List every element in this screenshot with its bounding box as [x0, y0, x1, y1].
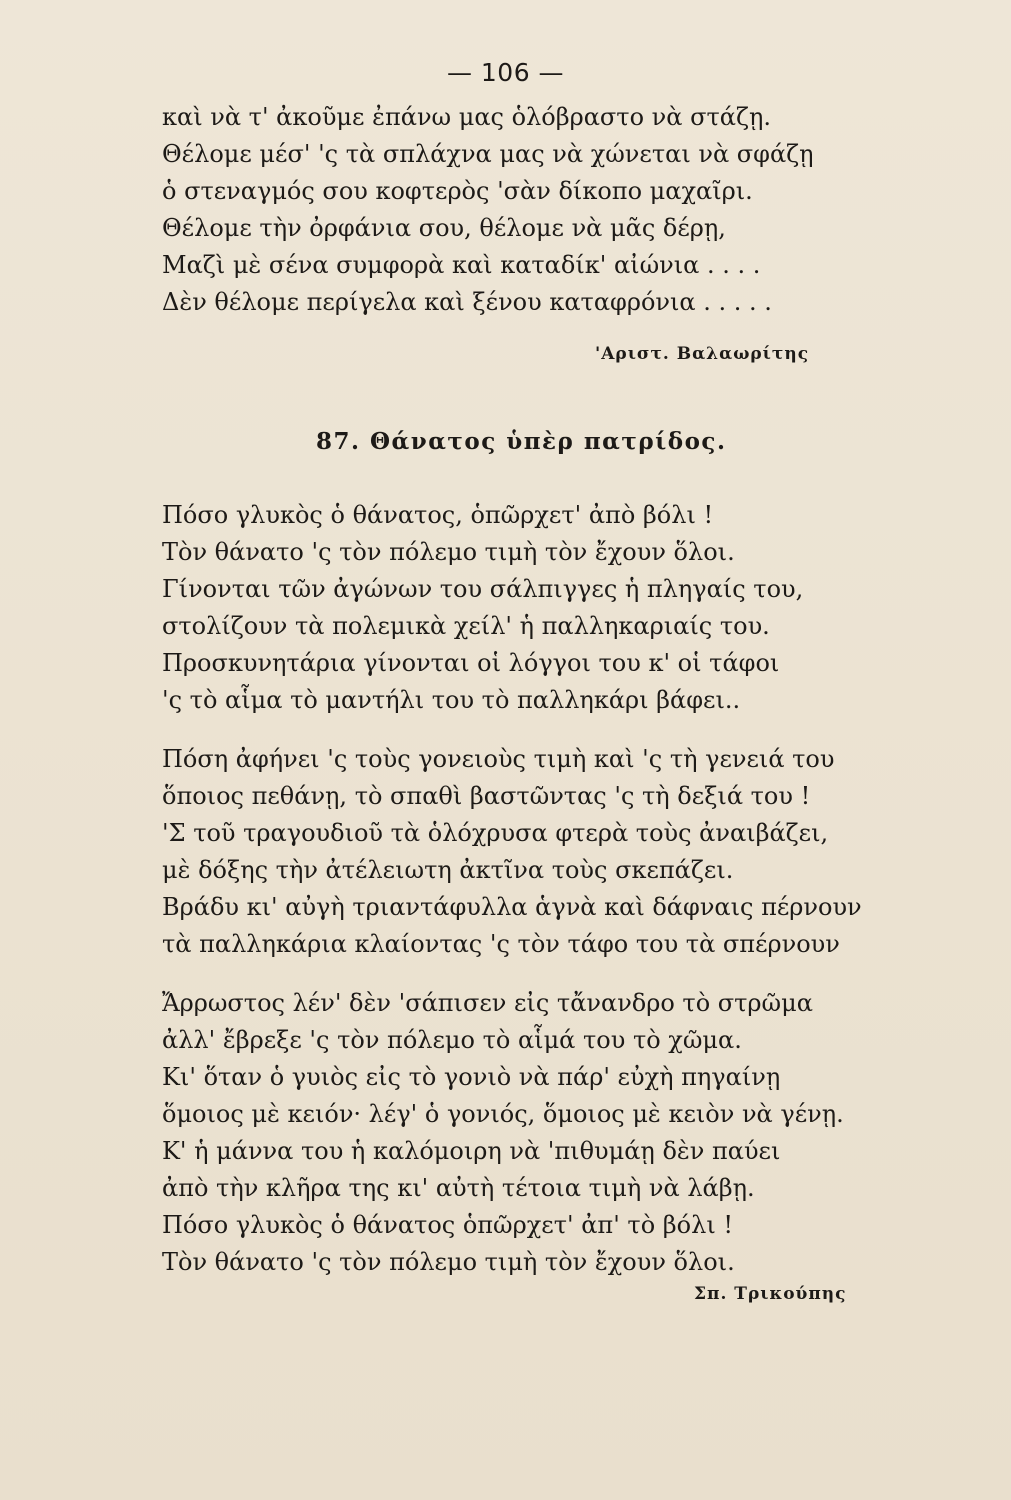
page-number: — 106 —: [446, 58, 565, 87]
poem2-stanza1-line-1: Πόσο γλυκὸς ὁ θάνατος, ὁπῶρχετ' ἀπὸ βόλι !: [162, 501, 714, 529]
poem2-stanza1-line-3: Γίνονται τῶν ἀγώνων του σάλπιγγες ἡ πληγαίς του,: [162, 575, 804, 603]
poem2-stanza2-line-1: Πόση ἀφήνει 'ς τοὺς γονειοὺς τιμὴ καὶ 'ς τὴ γενειά του: [162, 745, 835, 773]
poem1-line-6: Δὲν θέλομε περίγελα καὶ ξένου καταφρόνια . . . . .: [162, 288, 772, 316]
poem2-stanza1-line-6: 'ς τὸ αἷμα τὸ μαντήλι του τὸ παλληκάρι βάφει..: [162, 686, 741, 714]
poem2-title: 87. Θάνατος ὑπὲρ πατρίδος.: [316, 428, 727, 455]
poem2-stanza3-line-7: Πόσο γλυκὸς ὁ θάνατος ὁπῶρχετ' ἀπ' τὸ βόλι !: [162, 1211, 733, 1239]
poem1-line-2: Θέλομε μέσ' 'ς τὰ σπλάχνα μας νὰ χώνεται νὰ σφάζῃ: [162, 140, 814, 168]
poem2-stanza1-line-2: Τὸν θάνατο 'ς τὸν πόλεμο τιμὴ τὸν ἔχουν ὅλοι.: [162, 538, 735, 566]
poem1-author: 'Αριστ. Βαλαωρίτης: [595, 344, 810, 364]
poem2-stanza3-line-4: ὅμοιος μὲ κειόν· λέγ' ὁ γονιός, ὅμοιος μὲ κειὸν νὰ γένῃ.: [162, 1100, 844, 1128]
poem1-line-1: καὶ νὰ τ' ἀκοῦμε ἐπάνω μας ὁλόβραστο νὰ στάζῃ.: [162, 103, 771, 131]
poem2-stanza3-line-5: Κ' ἡ μάννα του ἡ καλόμοιρη νὰ 'πιθυμάῃ δὲν παύει: [162, 1137, 781, 1165]
poem2-stanza2-line-6: τὰ παλληκάρια κλαίοντας 'ς τὸν τάφο του τὰ σπέρνουν: [162, 930, 840, 958]
poem2-author: Σπ. Τρικούπης: [694, 1284, 847, 1304]
poem2-stanza3-line-3: Κι' ὅταν ὁ γυιὸς εἰς τὸ γονιὸ νὰ πάρ' εὐχὴ πηγαίνῃ: [162, 1063, 781, 1091]
poem1-line-4: Θέλομε τὴν ὀρφάνια σου, θέλομε νὰ μᾶς δέρῃ,: [162, 214, 726, 242]
poem2-stanza2-line-5: Βράδυ κι' αὐγὴ τριαντάφυλλα ἁγνὰ καὶ δάφναις πέρνουν: [162, 893, 862, 921]
poem2-stanza2-line-3: 'Σ τοῦ τραγουδιοῦ τὰ ὁλόχρυσα φτερὰ τοὺς ἀναιβάζει,: [162, 819, 829, 847]
poem2-stanza3-line-2: ἀλλ' ἔβρεξε 'ς τὸν πόλεμο τὸ αἷμά του τὸ χῶμα.: [162, 1026, 742, 1054]
poem1-line-5: Μαζὶ μὲ σένα συμφορὰ καὶ καταδίκ' αἰώνια . . . .: [162, 251, 761, 279]
poem2-stanza1-line-4: στολίζουν τὰ πολεμικὰ χείλ' ἡ παλληκαριαίς του.: [162, 612, 770, 640]
poem2-stanza1-line-5: Προσκυνητάρια γίνονται οἱ λόγγοι του κ' οἱ τάφοι: [162, 649, 780, 677]
poem2-stanza3-line-8: Τὸν θάνατο 'ς τὸν πόλεμο τιμὴ τὸν ἔχουν ὅλοι.: [162, 1248, 735, 1276]
poem2-stanza2-line-2: ὅποιος πεθάνῃ, τὸ σπαθὶ βαστῶντας 'ς τὴ δεξιά του !: [162, 782, 811, 810]
poem2-stanza2-line-4: μὲ δόξης τὴν ἀτέλειωτη ἀκτῖνα τοὺς σκεπάζει.: [162, 856, 734, 884]
poem2-stanza3-line-6: ἀπὸ τὴν κλῆρα της κι' αὐτὴ τέτοια τιμὴ νὰ λάβῃ.: [162, 1174, 755, 1202]
poem1-line-3: ὁ στεναγμός σου κοφτερὸς 'σὰν δίκοπο μαχαῖρι.: [162, 177, 753, 205]
poem2-stanza3-line-1: Ἄρρωστος λέν' δὲν 'σάπισεν εἰς τἄνανδρο τὸ στρῶμα: [162, 989, 813, 1017]
